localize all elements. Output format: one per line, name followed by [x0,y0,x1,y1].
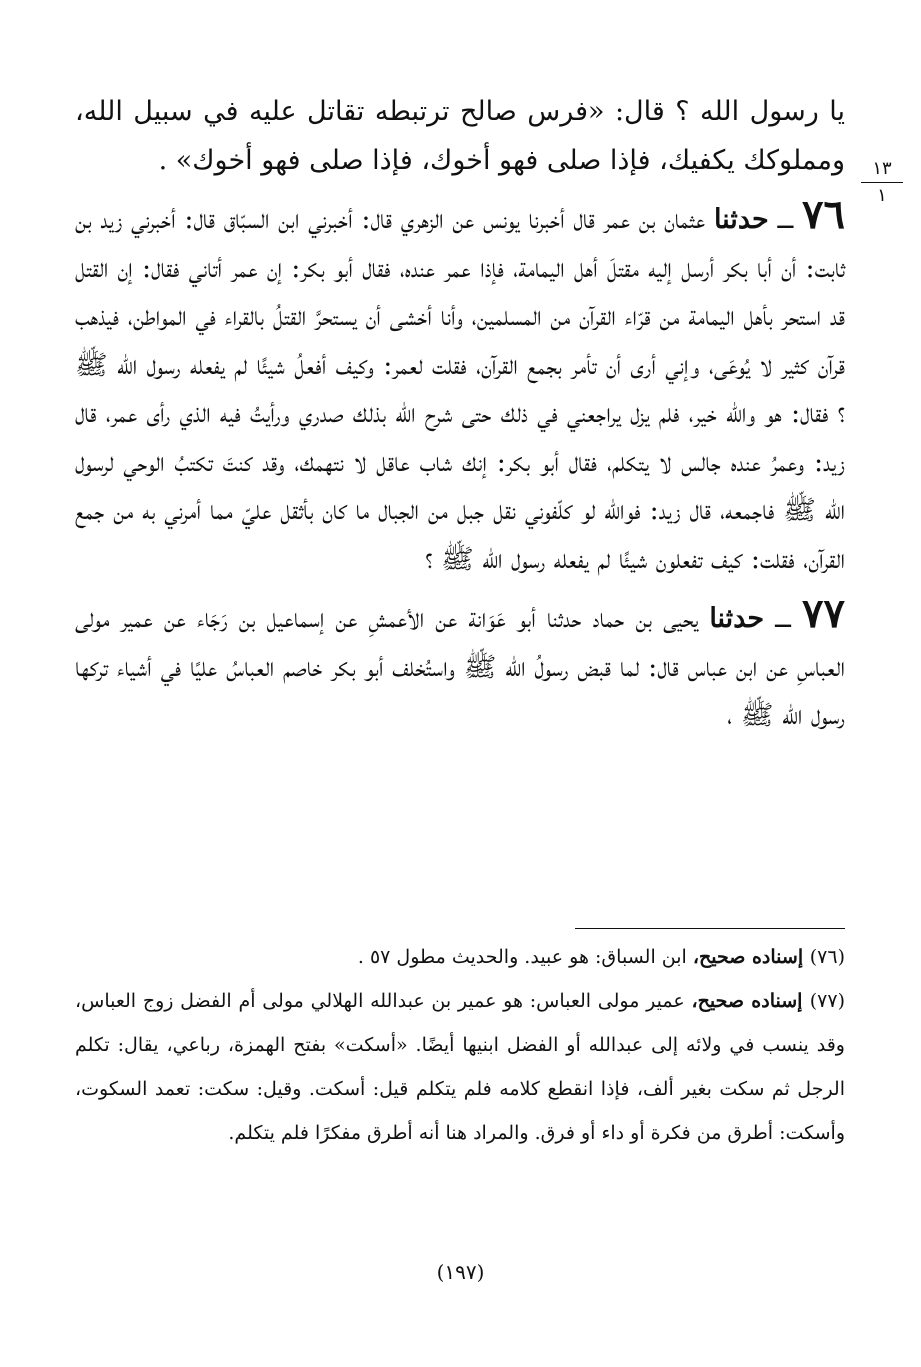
margin-reference-bottom: ١ [877,185,887,206]
footnote-76-number: (٧٦) [809,946,845,968]
margin-reference-top: ١٣ [861,158,903,183]
main-text [75,88,845,741]
footnote-77-number: (٧٧) [809,990,845,1012]
hadith-76-dash: ــ [768,204,803,235]
footnote-76-text: ابن السباق: هو عبيد. والحديث مطول ٥٧ . [357,946,693,968]
hadith-77-dash: ــ [764,603,803,634]
footnotes [75,935,845,1155]
hadith-76-lead: حدثنا [713,204,769,235]
footnote-separator [575,928,845,929]
footnote-76 [75,935,845,979]
hadith-76-text: عثمان بن عمر قال أخبرنا يونس عن الزهري قال: أخبرني ابن السبّاق قال: أخبرني زيد بن ثابت: أن أبا بكر أرسل إليه مقتلَ أهل اليمامة، فإذا عمر عنده، فقال أبو بكر: إن عمر أتاني فقال: إن القتل قد استحر بأهل اليمامة من قرّاء القرآن من المسلمين، وأنا أخشى أن يستحرَّ القتلُ بالقراء في المواطن، فيذهب قرآن كثير لا يُوعَى، وإني أرى أن تأمر بجمع القرآن، فقلت لعمر: وكيف أفعلُ شيئًا لم يفعله رسول الله ﷺ ؟ فقال: هو والله خير، فلم يزل يراجعني في ذلك حتى شرح الله بذلك صدري ورأيتُ فيه الذي رأى عمر، قال زيد: وعمرُ عنده جالس لا يتكلم، فقال أبو بكر: إنك شاب عاقل لا نتهمك، وقد كنتَ تكتبُ الوحي لرسول الله ﷺ فاجمعه، قال زيد: فوالله لو كلّفوني نقل جبل من الجبال ما كان بأثقل عليّ مما أمرني به من جمع القرآن، فقلت: كيف تفعلون شيئًا لم يفعله رسول الله ﷺ ؟ [75,204,845,575]
footnote-76-grading: إسناده صحيح، [692,946,810,968]
footnote-77 [75,979,845,1155]
hadith-77-number: ٧٧ [802,590,845,637]
footnote-77-grading: إسناده صحيح، [691,990,810,1012]
margin-reference [861,158,903,207]
hadith-77-lead: حدثنا [709,603,765,634]
paragraph-continuation: يا رسول الله ؟ قال: «فرس صالح ترتبطه تقاتل عليه في سبيل الله، ومملوكك يكفيك، فإذا صلى فهو أخوك، فإذا صلى فهو أخوك» . [75,96,845,176]
hadith-77-text: يحيى بن حماد حدثنا أبو عَوَانة عن الأعمشِ عن إسماعيل بن رَجَاء عن عمير مولى العباسِ عن ابن عباس قال: لما قبض رسولُ الله ﷺ واستُخلف أبو بكر خاصم العباسُ عليًا في أشياء تركها رسول الله ﷺ ، [75,603,845,731]
hadith-76 [75,191,845,584]
page-number: (١٩٧) [436,1260,485,1284]
hadith-77 [75,590,845,741]
footnote-77-text: عمير مولى العباس: هو عمير بن عبدالله الهلالي مولى أم الفضل زوج العباس، وقد ينسب في ولائه إلى عبدالله أو الفضل ابنيها أيضًا. «أسكت» بفتح الهمزة، رباعي، يقال: تكلم الرجل ثم سكت بغير ألف، فإذا انقطع كلامه فلم يتكلم قيل: أسكت. وقيل: سكت: تعمد السكوت، وأسكت: أطرق من فكرة أو داء أو فرق. والمراد هنا أنه أطرق مفكرًا فلم يتكلم. [75,990,845,1144]
hadith-76-number: ٧٦ [802,191,845,238]
